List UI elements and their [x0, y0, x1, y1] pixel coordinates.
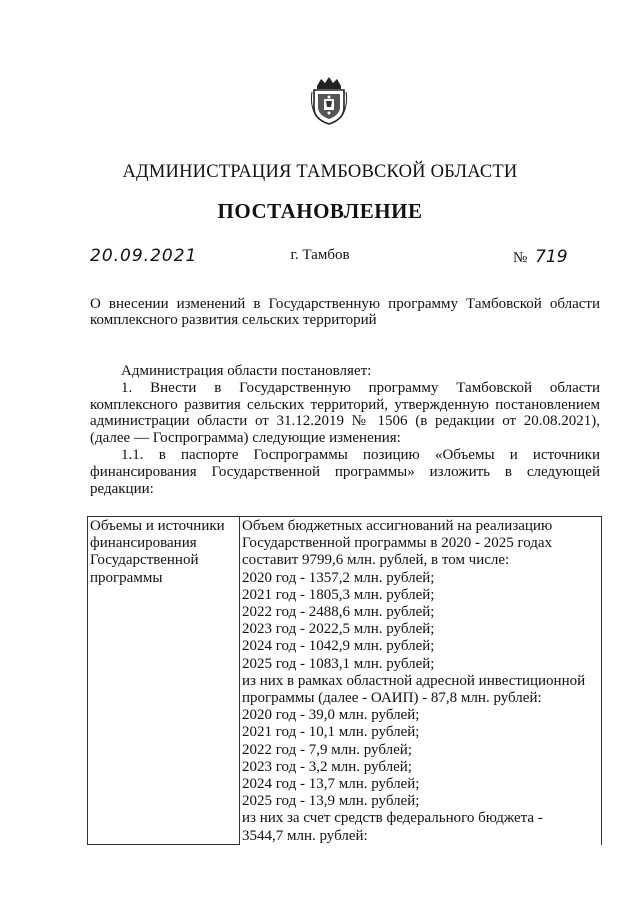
- handwritten-date: 20.09.2021: [90, 246, 198, 266]
- financing-line: Объем бюджетных ассигнований на реализацию: [242, 518, 553, 534]
- handwritten-number: 719: [535, 247, 568, 267]
- organization-title: АДМИНИСТРАЦИЯ ТАМБОВСКОЙ ОБЛАСТИ: [122, 162, 518, 182]
- document-type-title: ПОСТАНОВЛЕНИЕ: [217, 199, 423, 223]
- table-row: [88, 517, 602, 845]
- document-number: [513, 247, 568, 267]
- financing-line: 2020 год - 39,0 млн. рублей;: [242, 707, 420, 724]
- financing-line: 2023 год - 3,2 млн. рублей;: [242, 758, 412, 775]
- financing-line: из них за счет средств федерального бюджета -: [242, 810, 543, 827]
- financing-line: 2023 год - 2022,5 млн. рублей;: [242, 621, 435, 638]
- financing-line: 2024 год - 1042,9 млн. рублей;: [242, 638, 435, 655]
- financing-values-cell: [240, 517, 602, 845]
- financing-table: [87, 516, 602, 845]
- number-label: №: [513, 250, 528, 266]
- financing-line: Государственной программы в 2020 - 2025 годах: [242, 535, 553, 552]
- financing-line: 2020 год - 1357,2 млн. рублей;: [242, 569, 435, 586]
- financing-line: 2022 год - 7,9 млн. рублей;: [242, 741, 412, 758]
- financing-line: составит 9799,6 млн. рублей, в том числе:: [242, 552, 510, 569]
- document-subject: О внесении изменений в Государственную программу Тамбовской области комплексного развития сельских территорий: [90, 296, 600, 328]
- preamble-paragraph: Администрация области постановляет:: [121, 363, 372, 379]
- financing-line: программы (далее - ОАИП) - 87,8 млн. рублей:: [242, 690, 542, 707]
- financing-line: 3544,7 млн. рублей:: [242, 827, 368, 844]
- item-1-paragraph: 1. Внести в Государственную программу Тамбовской области комплексного развития сельских территорий, утвержденную постановлением администрации области от 31.12.2019 № 1506 (в редакции от 20.08.2021), (далее — Госпрограмма) следующие изменения:: [90, 379, 600, 447]
- item-1-1-paragraph: 1.1. в паспорте Госпрограммы позицию «Объемы и источники финансирования Государственной программы» изложить в следующей редакции:: [90, 446, 600, 497]
- city: г. Тамбов: [290, 247, 350, 263]
- financing-line: 2025 год - 1083,1 млн. рублей;: [242, 655, 435, 672]
- tambov-coat-of-arms-icon: [309, 74, 349, 126]
- financing-line: 2025 год - 13,9 млн. рублей;: [242, 793, 420, 810]
- document-body: [90, 363, 600, 497]
- financing-line: из них в рамках областной адресной инвестиционной: [242, 672, 586, 689]
- financing-label-cell: Объемы и источники финансирования Государственной программы: [88, 517, 240, 845]
- financing-line: 2022 год - 2488,6 млн. рублей;: [242, 604, 435, 621]
- financing-line: 2021 год - 1805,3 млн. рублей;: [242, 586, 435, 603]
- financing-line: 2024 год - 13,7 млн. рублей;: [242, 776, 420, 793]
- financing-line: 2021 год - 10,1 млн. рублей;: [242, 724, 420, 741]
